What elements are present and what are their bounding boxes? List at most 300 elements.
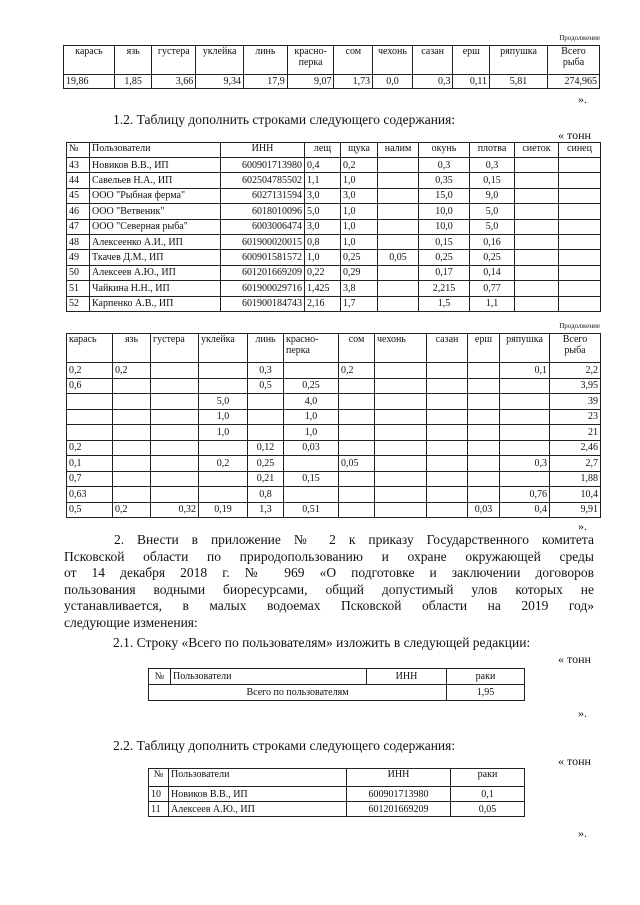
t3-cell: 9,91 (550, 502, 601, 518)
t3-cell (427, 440, 468, 456)
t2-cell: 0,14 (470, 265, 515, 280)
t3-cell (67, 425, 113, 441)
t3-cell: 0,63 (67, 487, 113, 503)
t2-cell: 0,8 (305, 234, 341, 249)
t2-header-cell: ИНН (221, 143, 305, 158)
t3-cell: 0,3 (248, 363, 284, 379)
t2-cell (378, 173, 419, 188)
t2-header-cell: сиеток (515, 143, 559, 158)
t1-header-cell: ерш (453, 46, 490, 75)
t3-cell (339, 394, 375, 410)
t3-cell (113, 440, 151, 456)
t3-cell (427, 487, 468, 503)
t2-cell: 0,22 (305, 265, 341, 280)
t5-header-row (149, 769, 525, 787)
t3-cell: 5,0 (199, 394, 248, 410)
t2-header-cell: плотва (470, 143, 515, 158)
t3-cell: 0,21 (248, 471, 284, 487)
t2-header-cell: налим (378, 143, 419, 158)
t3-cell (375, 440, 427, 456)
t3-cell: 0,7 (67, 471, 113, 487)
t4-total-value: 1,95 (447, 685, 525, 701)
t2-cell: 1,1 (305, 173, 341, 188)
t3-cell (427, 425, 468, 441)
t3-cell: 0,5 (67, 502, 113, 518)
t3-header-cell: чехонь (375, 334, 427, 363)
t3-cell: 0,1 (500, 363, 550, 379)
t1-header-cell: чехонь (373, 46, 413, 75)
t3-cell (339, 471, 375, 487)
t2-cell: 0,15 (419, 234, 470, 249)
table-fish-totals (63, 45, 600, 89)
t2-cell: 0,3 (419, 158, 470, 173)
t3-cell: 10,4 (550, 487, 601, 503)
t2-cell: 6018010096 (221, 204, 305, 219)
table-users-part2 (66, 333, 601, 518)
t3-cell: 39 (550, 394, 601, 410)
t1-cell: 3,66 (152, 75, 196, 89)
t2-cell (515, 173, 559, 188)
t3-header-row (67, 334, 601, 363)
t1-cell: 9,07 (287, 75, 334, 89)
t2-cell (515, 204, 559, 219)
t3-row (67, 409, 601, 425)
t1-header-cell: язь (114, 46, 152, 75)
t2-cell: 48 (67, 234, 90, 249)
t2-cell: ООО "Северная рыба" (90, 219, 221, 234)
t2-cell: 52 (67, 296, 90, 311)
t3-cell (339, 425, 375, 441)
t3-cell: 2,46 (550, 440, 601, 456)
t3-header-cell: ряпушка (500, 334, 550, 363)
t3-row (67, 487, 601, 503)
t2-cell: Ткачев Д.М., ИП (90, 250, 221, 265)
t5-header-cell: Пользователи (169, 769, 347, 787)
t3-cell (199, 440, 248, 456)
t3-cell: 0,25 (248, 456, 284, 472)
t2-header-cell: № (67, 143, 90, 158)
t2-cell: 1,425 (305, 281, 341, 296)
t2-row (67, 219, 601, 234)
t3-cell (113, 487, 151, 503)
t2-cell: 0,25 (419, 250, 470, 265)
t1-header-cell: линь (243, 46, 287, 75)
t2-cell: 46 (67, 204, 90, 219)
t2-cell (378, 265, 419, 280)
t3-cell (468, 394, 500, 410)
t2-cell: 601900020015 (221, 234, 305, 249)
t2-cell: 1,0 (341, 173, 378, 188)
t3-cell (339, 409, 375, 425)
t2-cell (378, 281, 419, 296)
t1-header-cell: густера (152, 46, 196, 75)
t2-cell (515, 281, 559, 296)
t3-cell (339, 440, 375, 456)
t5-cell: 10 (149, 787, 169, 802)
t3-cell: 1,88 (550, 471, 601, 487)
t2-cell (559, 219, 601, 234)
tons-label-1: « тонн (558, 128, 591, 142)
t5-cell: 600901713980 (347, 787, 451, 802)
t4-total-label: Всего по пользователям (149, 685, 447, 701)
t3-row (67, 456, 601, 472)
t3-cell (375, 378, 427, 394)
t4-header-num: № (149, 669, 171, 685)
section-2-1-heading: 2.1. Строку «Всего по пользователям» изложить в следующей редакции: (113, 635, 531, 650)
t2-header-cell: лещ (305, 143, 341, 158)
continuation-label: Продолжение (559, 34, 600, 42)
t1-cell: 274,965 (548, 75, 600, 89)
closing-quote-2: ». (578, 519, 587, 533)
t3-header-cell: густера (151, 334, 199, 363)
paragraph-2-line: Псковской области по природопользованию и охране окружающей среды (64, 548, 594, 564)
t2-cell: 15,0 (419, 188, 470, 203)
t3-cell (113, 394, 151, 410)
t1-header-cell: сом (334, 46, 373, 75)
t2-cell: 43 (67, 158, 90, 173)
t2-cell: Карпенко А.В., ИП (90, 296, 221, 311)
t2-cell: Савельев Н.А., ИП (90, 173, 221, 188)
t2-cell (515, 250, 559, 265)
t3-cell (113, 456, 151, 472)
t2-cell: 1,1 (470, 296, 515, 311)
t1-cell: 0,11 (453, 75, 490, 89)
t3-header-cell: красно- перка (284, 334, 339, 363)
t3-cell: 0,03 (284, 440, 339, 456)
t3-cell: 23 (550, 409, 601, 425)
t3-cell (375, 409, 427, 425)
t3-row (67, 378, 601, 394)
t2-cell: 9,0 (470, 188, 515, 203)
t2-row (67, 158, 601, 173)
t1-cell: 5,81 (490, 75, 548, 89)
t3-cell: 0,6 (67, 378, 113, 394)
t3-cell (468, 378, 500, 394)
table-users-part1 (66, 142, 601, 312)
t2-row (67, 173, 601, 188)
t3-cell (468, 363, 500, 379)
t2-cell: 1,5 (419, 296, 470, 311)
t2-cell: 601900029716 (221, 281, 305, 296)
t3-cell: 1,3 (248, 502, 284, 518)
t2-cell: 0,05 (378, 250, 419, 265)
paragraph-2-line: от 14 декабря 2018 г. № 969 «О подготовке и заключении договоров (64, 565, 594, 580)
t3-cell (427, 502, 468, 518)
tons-label-3: « тонн (558, 754, 591, 768)
t3-cell: 0,8 (248, 487, 284, 503)
t1-cell: 0,0 (373, 75, 413, 89)
t3-cell (248, 394, 284, 410)
t3-cell: 0,2 (113, 502, 151, 518)
t3-cell (500, 440, 550, 456)
t3-header-cell: карась (67, 334, 113, 363)
t2-cell: ООО "Ветвеник" (90, 204, 221, 219)
t3-cell (248, 409, 284, 425)
t2-cell: 600901713980 (221, 158, 305, 173)
t3-cell (284, 487, 339, 503)
t2-row (67, 265, 601, 280)
t2-cell: 50 (67, 265, 90, 280)
t2-cell: 0,3 (470, 158, 515, 173)
t2-cell: 0,29 (341, 265, 378, 280)
t3-cell (151, 425, 199, 441)
t2-cell: 601201669209 (221, 265, 305, 280)
t2-cell: 0,16 (470, 234, 515, 249)
t3-cell (427, 363, 468, 379)
t3-cell (151, 471, 199, 487)
t3-cell: 3,95 (550, 378, 601, 394)
t3-cell (468, 471, 500, 487)
t3-cell (113, 471, 151, 487)
t1-cell: 17,9 (243, 75, 287, 89)
t2-cell (559, 204, 601, 219)
t2-row (67, 296, 601, 311)
t5-cell: 601201669209 (347, 802, 451, 817)
t3-cell (375, 456, 427, 472)
t2-cell (559, 173, 601, 188)
t3-cell (199, 471, 248, 487)
t3-header-cell: ерш (468, 334, 500, 363)
t3-cell: 1,0 (284, 409, 339, 425)
t3-row (67, 425, 601, 441)
t3-cell: 1,0 (284, 425, 339, 441)
t2-cell (559, 281, 601, 296)
closing-quote-4: ». (578, 826, 587, 840)
t2-cell: 0,4 (305, 158, 341, 173)
t1-header-row (64, 46, 600, 75)
t2-header-cell: Пользователи (90, 143, 221, 158)
t3-cell (199, 363, 248, 379)
t2-cell: 0,15 (470, 173, 515, 188)
t2-cell (378, 296, 419, 311)
t2-cell: 51 (67, 281, 90, 296)
table-crayfish-total (148, 668, 525, 701)
t3-header-cell: Всего рыба (550, 334, 601, 363)
t3-cell (375, 425, 427, 441)
paragraph-2 (64, 532, 594, 631)
t2-cell: 0,2 (341, 158, 378, 173)
t3-cell (468, 425, 500, 441)
t3-cell (468, 487, 500, 503)
t2-cell: Новиков В.В., ИП (90, 158, 221, 173)
t2-cell: 1,0 (305, 250, 341, 265)
t2-cell: 6003006474 (221, 219, 305, 234)
t2-cell: Алексеев А.Ю., ИП (90, 265, 221, 280)
t3-cell (427, 456, 468, 472)
t3-cell: 1,0 (199, 409, 248, 425)
t4-header-inn: ИНН (367, 669, 447, 685)
t1-cell: 19,86 (64, 75, 115, 89)
t2-cell (378, 219, 419, 234)
t3-cell (339, 502, 375, 518)
t3-header-cell: сом (339, 334, 375, 363)
t1-cell: 1,85 (114, 75, 152, 89)
t3-cell (500, 471, 550, 487)
t2-cell: 5,0 (470, 219, 515, 234)
t2-cell: 6027131594 (221, 188, 305, 203)
section-1-2-heading: 1.2. Таблицу дополнить строками следующего содержания: (113, 112, 456, 127)
t2-cell: 1,0 (341, 204, 378, 219)
t2-cell (515, 188, 559, 203)
t3-cell: 0,2 (67, 440, 113, 456)
t3-cell: 0,32 (151, 502, 199, 518)
t3-cell (427, 409, 468, 425)
t1-header-cell: сазан (412, 46, 453, 75)
t2-cell: 44 (67, 173, 90, 188)
t3-row (67, 363, 601, 379)
paragraph-2-line: устанавливается, в малых водоемах Псковской области на 2019 год» (64, 598, 594, 613)
t3-cell (151, 363, 199, 379)
t3-row (67, 440, 601, 456)
t2-header-cell: окунь (419, 143, 470, 158)
t3-row (67, 394, 601, 410)
t5-row (149, 787, 525, 802)
t2-cell (378, 188, 419, 203)
t2-row (67, 234, 601, 249)
t3-cell (500, 425, 550, 441)
t3-cell: 0,2 (199, 456, 248, 472)
t2-cell (515, 219, 559, 234)
t3-cell (339, 378, 375, 394)
t1-cell: 9,34 (196, 75, 244, 89)
t2-row (67, 204, 601, 219)
t3-cell: 4,0 (284, 394, 339, 410)
t5-cell: 0,1 (451, 787, 525, 802)
t2-cell (559, 188, 601, 203)
t5-cell: 0,05 (451, 802, 525, 817)
t1-header-cell: уклейка (196, 46, 244, 75)
t2-cell: 2,215 (419, 281, 470, 296)
t2-cell: 602504785502 (221, 173, 305, 188)
t3-cell (67, 394, 113, 410)
t3-cell (427, 471, 468, 487)
t3-cell (500, 394, 550, 410)
t3-cell (199, 487, 248, 503)
t3-cell: 0,2 (67, 363, 113, 379)
t3-cell (199, 378, 248, 394)
t2-cell: 1,0 (341, 219, 378, 234)
t2-cell: 47 (67, 219, 90, 234)
t2-header-cell: синец (559, 143, 601, 158)
t5-cell: Алексеев А.Ю., ИП (169, 802, 347, 817)
t2-cell: 45 (67, 188, 90, 203)
t2-cell (559, 158, 601, 173)
t3-cell: 0,1 (67, 456, 113, 472)
t3-cell (284, 456, 339, 472)
t2-cell (515, 265, 559, 280)
t3-cell (67, 409, 113, 425)
t3-cell: 1,0 (199, 425, 248, 441)
t3-cell: 0,19 (199, 502, 248, 518)
t3-row (67, 471, 601, 487)
closing-quote-1: ». (578, 92, 587, 106)
t3-cell: 0,12 (248, 440, 284, 456)
t2-cell: 0,35 (419, 173, 470, 188)
t2-cell (515, 158, 559, 173)
t2-cell: 0,77 (470, 281, 515, 296)
t3-cell: 0,4 (500, 502, 550, 518)
t3-cell (113, 409, 151, 425)
t2-cell (515, 296, 559, 311)
t3-cell (375, 471, 427, 487)
t3-cell: 0,03 (468, 502, 500, 518)
t2-cell: 5,0 (470, 204, 515, 219)
t5-header-cell: раки (451, 769, 525, 787)
paragraph-2-line: пользования водными биоресурсами, общий допустимый улов которых не (64, 581, 594, 597)
t5-cell: 11 (149, 802, 169, 817)
t2-cell: Алексеенко А.И., ИП (90, 234, 221, 249)
t3-header-cell: линь (248, 334, 284, 363)
t3-header-cell: уклейка (199, 334, 248, 363)
t2-cell (378, 204, 419, 219)
t5-cell: Новиков В.В., ИП (169, 787, 347, 802)
t3-cell (375, 502, 427, 518)
t2-row (67, 250, 601, 265)
t2-cell: ООО "Рыбная ферма" (90, 188, 221, 203)
t2-cell (559, 265, 601, 280)
t3-cell (113, 425, 151, 441)
t2-cell: 0,25 (341, 250, 378, 265)
t5-row (149, 802, 525, 817)
t3-cell (151, 456, 199, 472)
t3-cell: 2,2 (550, 363, 601, 379)
t4-header-users: Пользователи (171, 669, 367, 685)
t3-header-cell: язь (113, 334, 151, 363)
t3-cell (375, 394, 427, 410)
continuation-label-2: Продолжение (559, 322, 600, 330)
t1-cell: 0,3 (412, 75, 453, 89)
t2-cell: 600901581572 (221, 250, 305, 265)
tons-label-2: « тонн (558, 652, 591, 666)
t3-cell (151, 440, 199, 456)
t2-cell: Чайкина Н.Н., ИП (90, 281, 221, 296)
t2-cell: 49 (67, 250, 90, 265)
t2-cell: 3,0 (341, 188, 378, 203)
t3-cell (468, 456, 500, 472)
t3-cell: 0,3 (500, 456, 550, 472)
t3-cell: 2,7 (550, 456, 601, 472)
t1-header-cell: красно- перка (287, 46, 334, 75)
t4-header-crayfish: раки (447, 669, 525, 685)
t3-cell (151, 394, 199, 410)
t2-cell: 3,0 (305, 188, 341, 203)
t3-cell (427, 394, 468, 410)
t2-cell: 0,17 (419, 265, 470, 280)
t1-header-cell: Всего рыба (548, 46, 600, 75)
section-2-2-heading: 2.2. Таблицу дополнить строками следующего содержания: (113, 738, 456, 753)
t2-cell: 2,16 (305, 296, 341, 311)
t2-cell (559, 234, 601, 249)
t2-cell: 1,7 (341, 296, 378, 311)
t2-header-row (67, 143, 601, 158)
t3-cell: 0,2 (339, 363, 375, 379)
t3-cell (151, 378, 199, 394)
paragraph-2-line: 2. Внести в приложение № 2 к приказу Государственного комитета (114, 532, 594, 547)
t2-cell: 10,0 (419, 219, 470, 234)
t3-row (67, 502, 601, 518)
t2-row (67, 188, 601, 203)
t3-cell: 21 (550, 425, 601, 441)
t3-cell (500, 378, 550, 394)
t2-row (67, 281, 601, 296)
t3-cell: 0,2 (113, 363, 151, 379)
t2-cell (378, 234, 419, 249)
t3-cell: 0,76 (500, 487, 550, 503)
t2-cell: 601900184743 (221, 296, 305, 311)
t3-cell (151, 409, 199, 425)
t3-cell: 0,5 (248, 378, 284, 394)
closing-quote-3: ». (578, 706, 587, 720)
